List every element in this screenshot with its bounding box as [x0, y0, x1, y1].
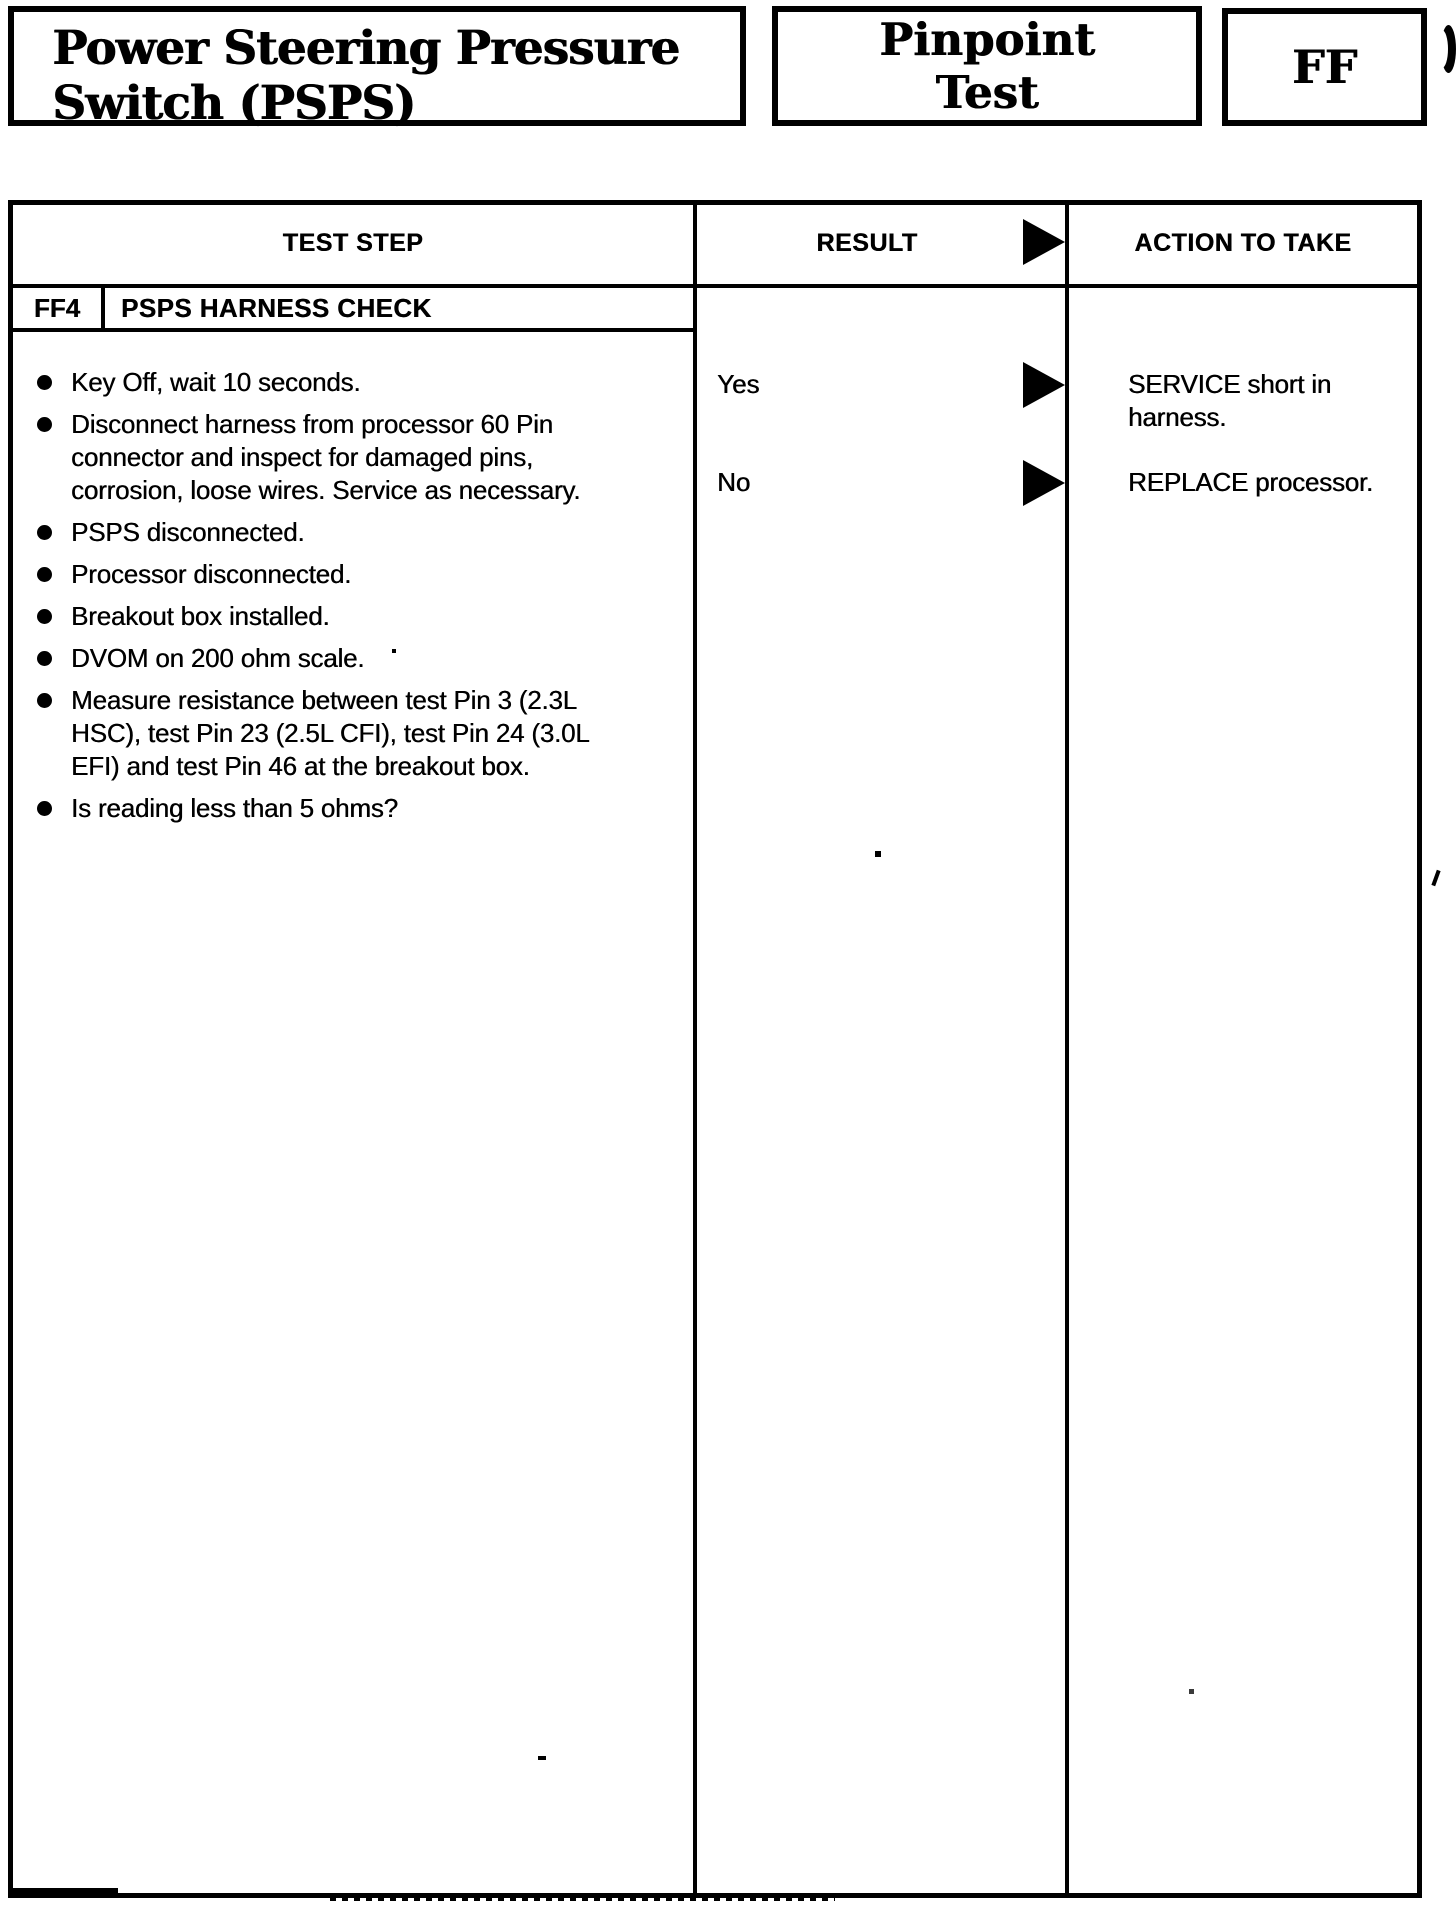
- scan-speck: [1431, 870, 1440, 886]
- test-code-label: FF: [1291, 40, 1358, 94]
- scan-noise-strip: [330, 1897, 835, 1901]
- list-item: [37, 408, 683, 507]
- bullet-icon: [37, 609, 52, 624]
- column-divider-1: [693, 205, 697, 1893]
- test-step-text: Breakout box installed.: [71, 601, 330, 631]
- test-code-box: [1222, 8, 1427, 126]
- bullet-icon: [37, 693, 52, 708]
- test-step-list: [37, 366, 683, 834]
- title-box: [8, 6, 746, 131]
- result-arrow-icon: [1023, 362, 1065, 408]
- list-item: [37, 600, 683, 633]
- page-title: Power Steering Pressure Switch (PSPS): [52, 21, 680, 131]
- column-header-result: RESULT: [816, 229, 918, 257]
- test-step-text: DVOM on 200 ohm scale.: [71, 643, 365, 673]
- action-to-take: SERVICE short in harness.: [1128, 369, 1331, 432]
- column-header-test-step: TEST STEP: [282, 229, 424, 257]
- bullet-icon: [37, 651, 52, 666]
- hole-punch-icon-cutout: [1436, 30, 1448, 68]
- test-step-text: Is reading less than 5 ohms?: [71, 793, 398, 823]
- pinpoint-test-box: [772, 6, 1202, 126]
- test-step-text: Key Off, wait 10 seconds.: [71, 367, 361, 397]
- test-step-text: Processor disconnected.: [71, 559, 352, 589]
- bullet-icon: [37, 801, 52, 816]
- bullet-icon: [37, 567, 52, 582]
- test-step-text: PSPS disconnected.: [71, 517, 305, 547]
- list-item: [37, 516, 683, 549]
- pinpoint-test-label: Pinpoint Test: [879, 12, 1095, 119]
- bullet-icon: [37, 525, 52, 540]
- column-divider-2: [1065, 205, 1069, 1893]
- list-item: [37, 558, 683, 591]
- test-step-text: Disconnect harness from processor 60 Pin connector and inspect for damaged pins, corrosion, loose wires. Service as necessary.: [71, 409, 581, 505]
- pinpoint-test-table: [8, 200, 1422, 1898]
- scan-speck: [875, 851, 881, 857]
- list-item: [37, 366, 683, 399]
- test-step-heading-strip: [13, 288, 693, 332]
- result-arrow-icon: [1023, 460, 1065, 506]
- scan-edge-mark: [8, 1888, 118, 1898]
- list-item: [37, 792, 683, 825]
- scan-speck: [538, 1756, 546, 1760]
- result-header-arrow-icon: [1023, 219, 1065, 265]
- bullet-icon: [37, 375, 52, 390]
- list-item: [37, 684, 683, 783]
- result-value: No: [717, 467, 751, 497]
- scan-speck: [392, 649, 396, 653]
- scan-speck: [1189, 1689, 1194, 1694]
- bullet-icon: [37, 417, 52, 432]
- result-value: Yes: [717, 369, 760, 399]
- test-step-text: Measure resistance between test Pin 3 (2.3L HSC), test Pin 23 (2.5L CFI), test Pin 24 (3.0L EFI) and test Pin 46 at the breakout box.: [71, 685, 590, 781]
- step-title: PSPS HARNESS CHECK: [121, 293, 432, 323]
- step-id-badge: FF4: [13, 288, 105, 328]
- list-item: [37, 642, 683, 675]
- action-to-take: REPLACE processor.: [1128, 467, 1373, 497]
- column-header-action: ACTION TO TAKE: [1134, 229, 1352, 257]
